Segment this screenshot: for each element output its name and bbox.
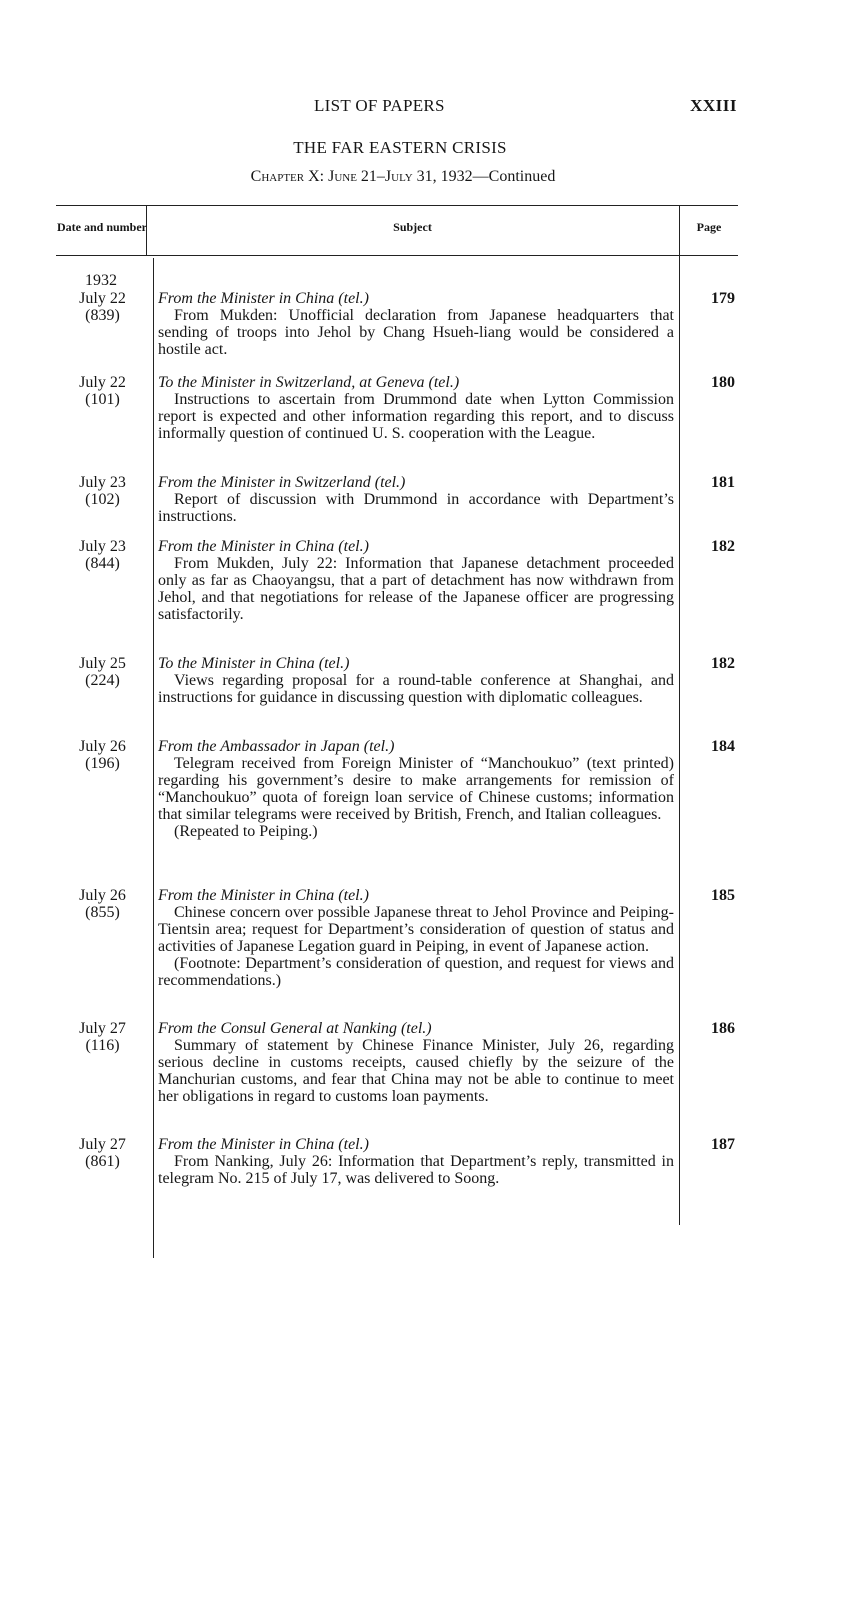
entry-paragraph: Views regarding proposal for a round-table conference at Shanghai, and instructions for guidance in discussing question with diplomatic colleagues. — [158, 672, 674, 706]
entry-number: (101) — [85, 391, 120, 408]
entry-heading: From the Consul General at Nanking (tel.) — [158, 1020, 432, 1037]
running-title: LIST OF PAPERS — [314, 96, 445, 115]
column-divider-date — [153, 258, 154, 1258]
page-number: XXIII — [690, 96, 737, 115]
entry-page: 187 — [711, 1136, 735, 1153]
entry-number: (855) — [85, 904, 120, 921]
table-top-rule — [56, 205, 738, 206]
entry-subject — [158, 738, 674, 840]
entry-page: 185 — [711, 887, 735, 904]
entry-date-text: July 26 — [79, 887, 126, 904]
entry-date-text: July 25 — [79, 655, 126, 672]
column-header-page: Page — [696, 220, 722, 234]
year-label: 1932 — [85, 272, 117, 289]
entry-number: (839) — [85, 307, 120, 324]
entry-date-text: July 22 — [79, 374, 126, 391]
entry-heading: From the Minister in China (tel.) — [158, 290, 369, 307]
entry-page: 181 — [711, 474, 735, 491]
column-header-date: Date and number — [56, 220, 147, 234]
entry-page: 184 — [711, 738, 735, 755]
entry-number: (102) — [85, 491, 120, 508]
entry-subject — [158, 538, 674, 623]
entry-subject — [158, 374, 674, 442]
entry-date — [56, 738, 149, 772]
entry-date — [56, 290, 149, 324]
running-head — [0, 96, 857, 118]
entry-heading: From the Minister in Switzerland (tel.) — [158, 474, 406, 491]
entry-heading: From the Minister in China (tel.) — [158, 538, 369, 555]
entry-paragraph: Summary of statement by Chinese Finance Minister, July 26, regarding serious decline in customs receipts, caused chiefly by the seizure of the Manchurian customs, and fear that China may not be able to continue to meet her obligations in regard to customs loan payments. — [158, 1037, 674, 1105]
entry-date — [56, 538, 149, 572]
section-title: THE FAR EASTERN CRISIS — [293, 138, 507, 157]
entry-date — [56, 1136, 149, 1170]
entry-paragraph: From Mukden: Unofficial declaration from Japanese headquarters that sending of troops into Jehol by Chang Hsueh-liang would be considered a hostile act. — [158, 307, 674, 358]
entry-heading: To the Minister in Switzerland, at Geneva (tel.) — [158, 374, 460, 391]
entry-date-text: July 23 — [79, 538, 126, 555]
entry-page: 180 — [711, 374, 735, 391]
entry-subject — [158, 290, 674, 358]
entry-date-text: July 27 — [79, 1020, 126, 1037]
entry-page: 182 — [711, 538, 735, 555]
column-header-subject: Subject — [393, 220, 432, 234]
entry-date-text: July 26 — [79, 738, 126, 755]
entry-paragraph: Instructions to ascertain from Drummond date when Lytton Commission report is expected and other information regarding this report, and to discuss informally question of continued U. S. cooperation with the League. — [158, 391, 674, 442]
entry-paragraph: Telegram received from Foreign Minister of “Manchoukuo” (text printed) regarding his government’s desire to make arrangements for remission of “Manchoukuo” quota of foreign loan service of Chinese customs; information that similar telegrams were received by British, French, and Italian colleagues. — [158, 755, 674, 823]
entry-number: (844) — [85, 555, 120, 572]
entry-paragraph: (Repeated to Peiping.) — [174, 823, 318, 840]
chapter-line — [0, 168, 806, 186]
entry-date-text: July 27 — [79, 1136, 126, 1153]
entry-paragraph: Chinese concern over possible Japanese threat to Jehol Province and Peiping-Tientsin area; request for Department’s consideration of question of status and activities of Japanese Legation guard in Peiping, in event of Japanese action. — [158, 904, 674, 955]
chapter-dates: June 21–July — [328, 168, 413, 185]
entry-subject — [158, 1020, 674, 1105]
entry-heading: From the Ambassador in Japan (tel.) — [158, 738, 395, 755]
entry-paragraph: Report of discussion with Drummond in accordance with Department’s instructions. — [158, 491, 674, 525]
chapter-tail: 31, 1932—Continued — [412, 168, 556, 185]
entry-number: (116) — [85, 1037, 120, 1054]
entry-subject — [158, 887, 674, 989]
entry-date-text: July 22 — [79, 290, 126, 307]
entry-date — [56, 374, 149, 408]
entry-date-text: July 23 — [79, 474, 126, 491]
entry-date — [56, 474, 149, 508]
entry-subject — [158, 1136, 674, 1187]
entry-subject — [158, 655, 674, 706]
entry-heading: To the Minister in China (tel.) — [158, 655, 350, 672]
entry-paragraph: From Mukden, July 22: Information that Japanese detachment proceeded only as far as Chaoyangsu, that a part of detachment has now withdrawn from Jehol, and that negotiations for release of the Japanese officer are progressing satisfactorily. — [158, 555, 674, 623]
entry-heading: From the Minister in China (tel.) — [158, 1136, 369, 1153]
entry-date — [56, 655, 149, 689]
entry-date — [56, 887, 149, 921]
entry-number: (224) — [85, 672, 120, 689]
entry-paragraph: From Nanking, July 26: Information that Department’s reply, transmitted in telegram No. 215 of July 17, was delivered to Soong. — [158, 1153, 674, 1187]
entry-paragraph: (Footnote: Department’s consideration of question, and request for views and recommendations.) — [158, 955, 674, 989]
table-header-rule — [56, 255, 738, 256]
chapter-label: Chapter X: — [250, 168, 325, 185]
entry-heading: From the Minister in China (tel.) — [158, 887, 369, 904]
entry-number: (861) — [85, 1153, 120, 1170]
entry-date — [56, 1020, 149, 1054]
entry-page: 186 — [711, 1020, 735, 1037]
entry-page: 182 — [711, 655, 735, 672]
entry-number: (196) — [85, 755, 120, 772]
entry-subject — [158, 474, 674, 525]
entry-page: 179 — [711, 290, 735, 307]
